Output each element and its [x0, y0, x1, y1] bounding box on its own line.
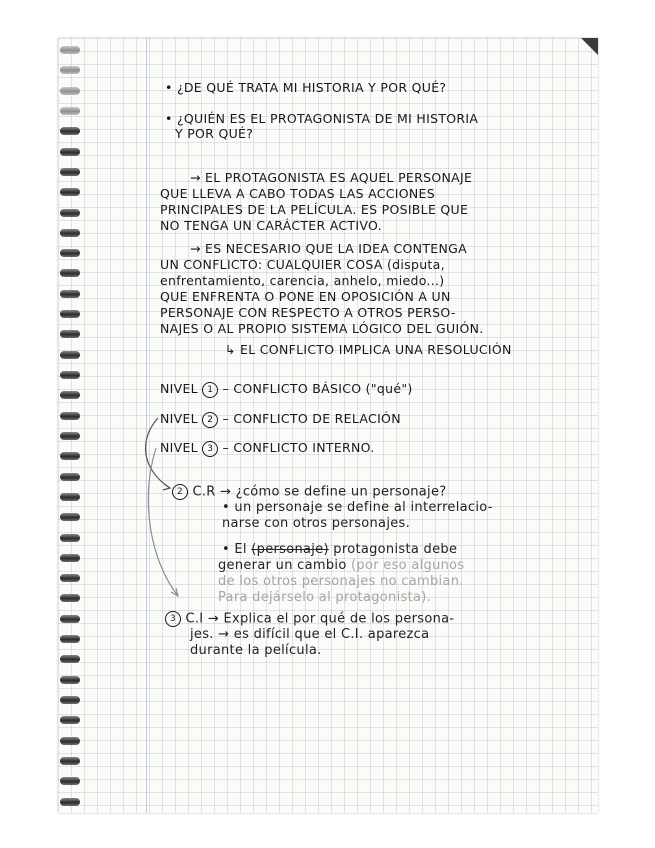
spiral-ring	[60, 188, 80, 196]
level-number-circle: 2	[202, 412, 218, 428]
spiral-ring	[60, 148, 80, 156]
spiral-ring	[60, 412, 80, 420]
ci-line: durante la película.	[190, 643, 322, 658]
spiral-ring	[60, 574, 80, 582]
spiral-ring	[60, 351, 80, 359]
spiral-ring	[60, 534, 80, 542]
pencil-note: Para dejárselo al protagonista).	[218, 590, 432, 605]
level-number-circle: 3	[202, 441, 218, 457]
spiral-ring	[60, 777, 80, 785]
spiral-ring	[60, 554, 80, 562]
level-row	[160, 381, 413, 398]
spiral-ring	[60, 696, 80, 704]
level-label: NIVEL	[160, 381, 198, 396]
protagonist-def-line: QUE LLEVA A CABO TODAS LAS ACCIONES	[160, 186, 435, 201]
level-row	[160, 411, 401, 428]
cr-line: C.R → ¿cómo se define un personaje?	[192, 484, 447, 500]
spiral-ring	[60, 513, 80, 521]
margin-line	[146, 38, 147, 813]
crossed-out-word: (personaje)	[251, 542, 329, 557]
spiral-ring	[60, 290, 80, 298]
cr-line	[218, 558, 464, 573]
spiral-ring	[60, 209, 80, 217]
level-text: – CONFLICTO INTERNO.	[222, 440, 375, 455]
cr-text: • El	[222, 542, 252, 557]
conflict-def-line: → ES NECESARIO QUE LA IDEA CONTENGA	[190, 241, 467, 256]
cr-number-circle: 2	[172, 484, 188, 500]
spiral-ring	[60, 127, 80, 135]
level-number-circle: 1	[202, 382, 218, 398]
spiral-ring	[60, 737, 80, 745]
spiral-ring	[60, 371, 80, 379]
protagonist-def-line: → EL PROTAGONISTA ES AQUEL PERSONAJE	[190, 170, 473, 185]
ci-heading	[165, 611, 454, 627]
pencil-note: de los otros personajes no cambian.	[218, 574, 464, 589]
spiral-ring	[60, 66, 80, 74]
cr-line: • un personaje se define al interrelacio-	[222, 500, 493, 515]
level-label: NIVEL	[160, 440, 198, 455]
ci-line: C.I → Explica el por qué de los persona-	[185, 611, 455, 627]
spiral-ring	[60, 229, 80, 237]
spiral-ring	[60, 168, 80, 176]
spiral-ring	[60, 716, 80, 724]
spiral-ring	[60, 391, 80, 399]
spiral-ring	[60, 87, 80, 95]
spiral-ring	[60, 310, 80, 318]
spiral-ring	[60, 107, 80, 115]
cr-line: narse con otros personajes.	[222, 516, 411, 531]
ci-line: jes. → es difícil que el C.I. aparezca	[190, 627, 430, 642]
resolution-note: ↳ EL CONFLICTO IMPLICA UNA RESOLUCIÓN	[225, 342, 512, 357]
spiral-ring	[60, 798, 80, 806]
question-story: • ¿DE QUÉ TRATA MI HISTORIA Y POR QUÉ?	[165, 80, 447, 95]
conflict-def-line: QUE ENFRENTA O PONE EN OPOSICIÓN A UN	[160, 289, 451, 304]
cr-heading	[172, 484, 446, 500]
conflict-def-line: PERSONAJE CON RESPECTO A OTROS PERSO-	[160, 305, 456, 320]
question-protagonist: • ¿QUIÉN ES EL PROTAGONISTA DE MI HISTORIA	[165, 111, 479, 126]
spiral-ring	[60, 493, 80, 501]
pencil-note: (por eso algunos	[346, 558, 465, 573]
spiral-ring	[60, 757, 80, 765]
level-text: – CONFLICTO DE RELACIÓN	[222, 411, 401, 426]
cr-text: protagonista debe	[328, 542, 458, 557]
cr-text: generar un cambio	[218, 558, 347, 573]
spiral-ring	[60, 635, 80, 643]
spiral-ring	[60, 655, 80, 663]
spiral-ring	[60, 676, 80, 684]
level-row	[160, 440, 375, 457]
spiral-ring	[60, 46, 80, 54]
spiral-ring	[60, 249, 80, 257]
spiral-ring	[60, 615, 80, 623]
spiral-ring	[60, 594, 80, 602]
spiral-ring	[60, 432, 80, 440]
protagonist-def-line: PRINCIPALES DE LA PELÍCULA. ES POSIBLE QUE	[160, 202, 469, 217]
spiral-ring	[60, 330, 80, 338]
conflict-def-line: enfrentamiento, carencia, anhelo, miedo...)	[160, 273, 445, 288]
spiral-ring	[60, 473, 80, 481]
conflict-def-line: NAJES O AL PROPIO SISTEMA LÓGICO DEL GUIÓN.	[160, 321, 484, 336]
conflict-def-line: UN CONFLICTO: CUALQUIER COSA (disputa,	[160, 257, 445, 272]
spiral-ring	[60, 269, 80, 277]
spiral-ring	[60, 452, 80, 460]
question-protagonist-cont: Y POR QUÉ?	[175, 126, 254, 141]
level-text: – CONFLICTO BÁSICO ("qué")	[222, 381, 413, 396]
cr-line	[222, 542, 457, 557]
ci-number-circle: 3	[165, 611, 181, 627]
level-label: NIVEL	[160, 411, 198, 426]
protagonist-def-line: NO TENGA UN CARÁCTER ACTIVO.	[160, 218, 382, 233]
spiral-binding	[60, 46, 82, 806]
